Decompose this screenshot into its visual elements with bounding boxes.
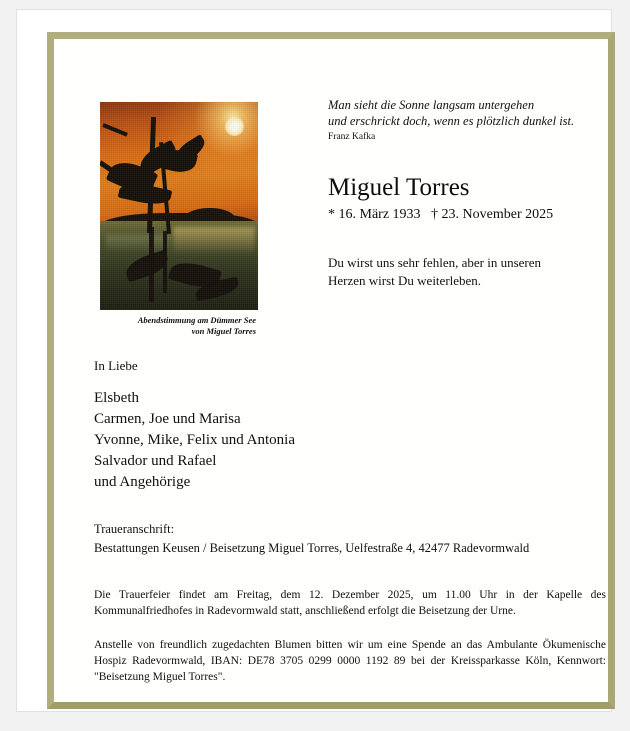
mourning-address-label: Traueranschrift: [94,522,175,536]
header-column [328,97,618,290]
quote-line-1: Man sieht die Sonne langsam untergehen [328,98,535,112]
card-content [54,39,608,702]
funeral-service-details: Die Trauerfeier findet am Freitag, dem 12. Dezember 2025, um 11.00 Uhr in der Kapelle des Kommunalfriedhofes in Radevormwald statt, anschließend erfolgt die Beisetzung der Urne. [94,589,606,617]
mourning-address-block [94,520,606,558]
family-members-list [94,388,606,493]
memorial-line-1: Du wirst uns sehr fehlen, aber in unseren [328,255,541,270]
painting-caption-artist: von Miguel Torres [191,326,256,336]
sunset-lake-painting [100,102,258,310]
deceased-dates: * 16. März 1933 † 23. November 2025 [328,207,554,222]
quote-author: Franz Kafka [328,132,376,142]
family-heading: In Liebe [94,358,138,373]
painting-caption-title: Abendstimmung am Dümmer See [137,315,256,325]
deceased-name: Miguel Torres [328,174,470,201]
family-member: Salvador und Rafael [94,453,217,469]
painting-water-highlight [173,227,255,254]
lower-section [94,357,606,685]
sun-icon [225,117,244,136]
mourning-address-value: Bestattungen Keusen / Beisetzung Miguel Torres, Uelfestraße 4, 42477 Radevormwald [94,541,530,555]
quote-line-2: und erschrickt doch, wenn es plötzlich dunkel ist. [328,114,575,128]
painting-block [100,102,258,337]
family-member: und Angehörige [94,474,191,490]
memorial-quote [328,97,618,129]
donation-request: Anstelle von freundlich zugedachten Blumen bitten wir um eine Spende an das Ambulante Ökumenische Hospiz Radevormwald, IBAN: DE78 3705 0299 0000 1192 89 bei der Kreissparkasse Köln, Kennwort: "Beisetzung Miguel Torres". [94,639,606,683]
painting-water-highlight-left [106,235,169,252]
memorial-line-2: Herzen wirst Du weiterleben. [328,273,482,288]
decorative-frame [47,32,615,709]
family-member: Elsbeth [94,390,139,406]
memorial-card [16,9,612,712]
painting-caption [100,315,258,337]
memorial-message [328,254,618,290]
family-member: Yvonne, Mike, Felix und Antonia [94,432,295,448]
family-member: Carmen, Joe und Marisa [94,411,241,427]
